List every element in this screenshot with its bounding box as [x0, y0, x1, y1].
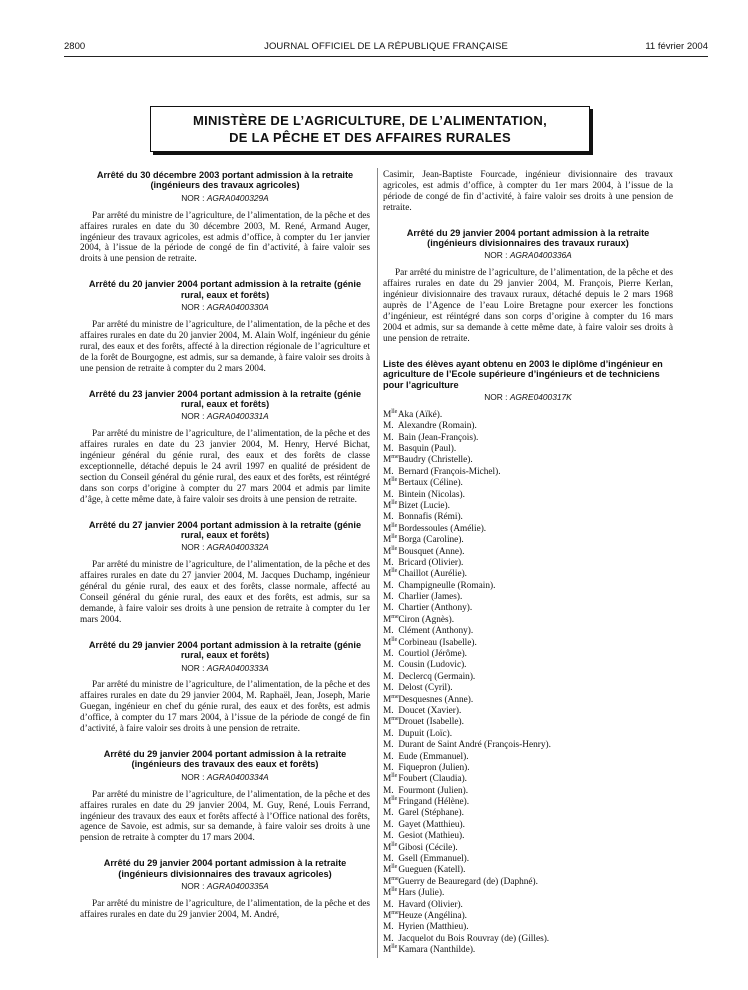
civility-suffix: me — [391, 716, 399, 723]
civility-abbr: M. — [383, 751, 394, 762]
student-name: Fiquepron (Julien). — [398, 762, 470, 773]
civility-abbr: M — [383, 865, 392, 876]
civility-abbr: M — [383, 455, 392, 466]
civility-abbr: M — [383, 797, 392, 808]
civility-abbr: M. — [383, 740, 394, 751]
left-column — [80, 170, 370, 935]
civility — [383, 592, 396, 603]
civility — [383, 740, 396, 751]
list-item — [383, 945, 673, 956]
student-list-title: Liste des élèves ayant obtenu en 2003 le diplôme d’ingénieur en agriculture de l’Ecole supérieure d’ingénieurs et de techniciens pour l’agriculture — [383, 358, 663, 390]
list-item — [383, 535, 673, 546]
student-name: Fourmont (Julien). — [398, 785, 469, 796]
article-title: Arrêté du 27 janvier 2004 portant admission à la retraite (génie rural, eaux et forêts) — [88, 519, 362, 540]
nor-reference — [80, 663, 370, 674]
list-item — [383, 877, 673, 888]
journal-title: JOURNAL OFFICIEL DE LA RÉPUBLIQUE FRANÇAISE — [264, 41, 508, 52]
student-name: Desquesnes (Anne). — [398, 694, 474, 705]
list-item — [383, 911, 673, 922]
student-list — [383, 410, 673, 957]
article-title: Arrêté du 29 janvier 2004 portant admission à la retraite (génie rural, eaux et forêts) — [88, 639, 362, 661]
list-item — [383, 649, 673, 660]
student-name: Bain (Jean-François). — [398, 432, 479, 443]
student-name: Gueguen (Katell). — [398, 865, 466, 876]
list-item — [383, 455, 673, 466]
student-name: Fringand (Hélène). — [398, 797, 470, 808]
page-number: 2800 — [64, 41, 86, 52]
civility — [383, 660, 396, 671]
nor-reference — [383, 250, 673, 261]
list-item — [383, 706, 673, 717]
list-item — [383, 843, 673, 854]
student-name: Chaillot (Aurélie). — [398, 569, 468, 580]
civility-abbr: M. — [383, 705, 394, 716]
nor-label: NOR : — [181, 542, 205, 553]
civility-suffix: me — [391, 454, 399, 461]
civility — [383, 547, 396, 558]
student-name: Bordessoules (Amélie). — [398, 523, 487, 534]
civility-suffix: lle — [391, 864, 398, 871]
nor-label: NOR : — [181, 302, 205, 313]
civility-abbr: M. — [383, 466, 394, 477]
list-item — [383, 603, 673, 614]
list-item — [383, 501, 673, 512]
list-item — [383, 512, 673, 523]
nor-reference — [80, 881, 370, 892]
list-item — [383, 786, 673, 797]
student-name: Bintein (Nicolas). — [398, 489, 465, 500]
list-item — [383, 569, 673, 580]
list-item — [383, 490, 673, 501]
civility-suffix: lle — [391, 408, 398, 415]
civility-suffix: lle — [391, 944, 398, 951]
student-name: Doucet (Xavier). — [398, 705, 462, 716]
list-item — [383, 900, 673, 911]
civility-abbr: M — [383, 409, 392, 420]
article-7-continuation — [383, 170, 673, 214]
list-item — [383, 444, 673, 455]
civility-abbr: M. — [383, 785, 394, 796]
civility-abbr: M. — [383, 831, 394, 842]
student-name: Hars (Julie). — [398, 888, 445, 899]
article-text: Par arrêté du ministre de l’agriculture, de l’alimentation, de la pêche et des affaires rurales en date du 30 décembre 2003, M. René, Armand Auger, ingénieur des travaux agricoles, est admis d’office, à compter du 1er janvier 2004, à l’issue de la période de congé de fin d’activité, à faire valoir ses droits à une pension de retraite. — [80, 210, 370, 265]
list-item — [383, 592, 673, 603]
student-name: Gesiot (Mathieu). — [398, 831, 465, 842]
ministry-heading-box — [150, 106, 590, 152]
student-name: Gsell (Emmanuel). — [398, 854, 470, 865]
student-name: Heuze (Angélina). — [398, 911, 467, 921]
header-rule — [64, 56, 708, 57]
nor-label: NOR : — [181, 411, 205, 422]
civility-abbr: M. — [383, 512, 394, 523]
civility-abbr: M. — [383, 557, 394, 568]
civility — [383, 843, 396, 854]
student-name: Corbineau (Isabelle). — [398, 637, 477, 648]
civility-abbr: M. — [383, 443, 394, 454]
civility-abbr: M. — [383, 421, 394, 432]
list-item — [383, 752, 673, 763]
student-name: Ciron (Agnès). — [398, 614, 455, 625]
civility-suffix: lle — [391, 636, 398, 643]
civility-abbr: M — [383, 637, 392, 648]
student-name: Foubert (Claudia). — [398, 774, 468, 785]
nor-label: NOR : — [181, 662, 205, 673]
nor-code: AGRA0400336A — [509, 250, 572, 261]
civility — [383, 797, 396, 808]
civility-suffix: lle — [391, 477, 398, 484]
civility — [383, 922, 396, 933]
civility — [383, 945, 396, 956]
article-text-continuation: Casimir, Jean-Baptiste Fourcade, ingénieur divisionnaire des travaux agricoles, est admis d’office, à compter du 1er mars 2004, à l’issue de la période de congé de fin d’activité, à faire valoir ses droits à une pension de retraite. — [383, 170, 673, 213]
civility-abbr: M — [383, 876, 392, 887]
list-item — [383, 774, 673, 785]
civility-abbr: M — [383, 842, 392, 853]
civility-abbr: M — [383, 546, 392, 557]
civility-suffix: lle — [391, 887, 398, 894]
civility — [383, 649, 396, 660]
student-name: Drouet (Isabelle). — [398, 717, 464, 728]
nor-label: NOR : — [484, 250, 508, 261]
article-8 — [383, 228, 673, 345]
list-item — [383, 695, 673, 706]
student-name: Courtiol (Jérôme). — [398, 649, 468, 660]
article-2 — [80, 279, 370, 374]
article-title: Arrêté du 29 janvier 2004 portant admission à la retraite (ingénieurs divisionnaires des travaux ruraux) — [406, 227, 650, 249]
student-name: Borga (Caroline). — [398, 535, 464, 546]
civility-abbr: M. — [383, 762, 394, 773]
article-text: Par arrêté du ministre de l’agriculture, de l’alimentation, de la pêche et des affaires rurales en date du 29 janvier 2004, M. François, Pierre Kerlan, ingénieur divisionnaire des travaux ruraux, détaché depuis le 2 mars 1968 auprès de l’Agence de l’eau Loire Bretagne pour exercer les fonctions d’ingénieur, est réintégré dans son corps d’origine à compter du 16 mars 2004 et admis, sur sa demande à cette même date, à faire valoir ses droits à une pension de retraite. — [383, 268, 673, 344]
nor-reference — [80, 542, 370, 553]
nor-label: NOR : — [484, 391, 508, 402]
list-item — [383, 547, 673, 558]
civility — [383, 774, 396, 785]
list-item — [383, 638, 673, 649]
student-name: Jacquelot du Bois Rouvray (de) (Gilles). — [398, 933, 550, 944]
student-name: Havard (Olivier). — [398, 899, 463, 910]
issue-date: 11 février 2004 — [645, 41, 708, 52]
civility-abbr: M — [383, 774, 392, 785]
list-item — [383, 865, 673, 876]
list-item — [383, 410, 673, 421]
civility-suffix: lle — [391, 841, 398, 848]
civility — [383, 820, 396, 831]
article-title: Arrêté du 29 janvier 2004 portant admission à la retraite (ingénieurs divisionnaires des travaux agricoles) — [103, 858, 347, 879]
article-7 — [80, 858, 370, 921]
article-3 — [80, 389, 370, 506]
article-text: Par arrêté du ministre de l’agriculture, de l’alimentation, de la pêche et des affaires rurales en date du 29 janvier 2004, M. Guy, René, Louis Ferrand, ingénieur des travaux des eaux et forêts affecté à l’Office national des forêts, agence de Savoie, est admis, sur sa demande, à faire valoir ses droits à une pension de retraite à compter du 17 mars 2004. — [80, 789, 370, 844]
ministry-heading-line-1: MINISTÈRE DE L’AGRICULTURE, DE L’ALIMENTATION, — [193, 113, 547, 128]
article-text: Par arrêté du ministre de l’agriculture, de l’alimentation, de la pêche et des affaires rurales en date du 20 janvier 2004, M. Alain Wolf, ingénieur du génie rural, des eaux et des forêts, affecté à la direction régionale de l’agriculture et de la forêt de Bourgogne, est admis, sur sa demande, à faire valoir ses droits à une pension de retraite à compter du 2 mars 2004. — [80, 319, 370, 374]
list-item — [383, 922, 673, 933]
student-name: Declercq (Germain). — [398, 671, 476, 682]
student-name: Bricard (Olivier). — [398, 557, 464, 568]
student-name: Baudry (Christelle). — [398, 455, 473, 466]
nor-label: NOR : — [181, 771, 205, 782]
civility-abbr: M. — [383, 933, 394, 944]
list-item — [383, 740, 673, 751]
civility — [383, 410, 396, 421]
civility-abbr: M — [383, 478, 392, 489]
civility-abbr: M — [383, 945, 392, 956]
civility-suffix: me — [391, 875, 399, 882]
civility-abbr: M. — [383, 854, 394, 865]
list-item — [383, 888, 673, 899]
list-item — [383, 934, 673, 945]
list-item — [383, 581, 673, 592]
article-text: Par arrêté du ministre de l’agriculture, de l’alimentation, de la pêche et des affaires rurales en date du 29 janvier 2004, M. Raphaël, Jean, Joseph, Marie Guegan, ingénieur en chef du génie rural, des eaux et des forêts, est admis d’office, à compter du 17 mars 2004, à l’issue de la période de congé de fin d’activité, à faire valoir ses droits à une pension de retraite. — [80, 680, 370, 735]
civility-suffix: me — [391, 613, 399, 620]
civility-abbr: M — [383, 523, 392, 534]
list-item — [383, 660, 673, 671]
list-item — [383, 808, 673, 819]
civility-abbr: M. — [383, 592, 394, 603]
civility-abbr: M. — [383, 808, 394, 819]
running-header — [64, 41, 708, 55]
civility-abbr: M. — [383, 660, 394, 671]
civility-suffix: lle — [391, 499, 398, 506]
student-name: Hyrien (Matthieu). — [398, 922, 469, 933]
article-text: Par arrêté du ministre de l’agriculture, de l’alimentation, de la pêche et des affaires rurales en date du 27 janvier 2004, M. Jacques Duchamp, ingénieur général du génie rural, des eaux et des forêts, classe normale, affecté au Conseil général du génie rural, des eaux et des forêts, est admis, sur sa demande, à faire valoir ses droits à une pension de retraite à compter du 1er mars 2004. — [80, 560, 370, 625]
list-item — [383, 729, 673, 740]
student-name: Basquin (Paul). — [398, 443, 457, 454]
student-name: Clément (Anthony). — [398, 626, 474, 637]
civility — [383, 421, 396, 432]
nor-code: AGRA0400332A — [206, 542, 269, 553]
list-item — [383, 467, 673, 478]
student-name: Bousquet (Anne). — [398, 546, 465, 557]
civility-suffix: lle — [391, 568, 398, 575]
student-name: Alexandre (Romain). — [397, 421, 477, 432]
civility-suffix: lle — [391, 773, 398, 780]
student-name: Bertaux (Céline). — [398, 478, 463, 489]
civility-abbr: M — [383, 717, 392, 728]
list-item — [383, 672, 673, 683]
civility-abbr: M — [383, 535, 392, 546]
list-item — [383, 433, 673, 444]
article-text: Par arrêté du ministre de l’agriculture, de l’alimentation, de la pêche et des affaires rurales en date du 23 janvier 2004, M. Henry, Hervé Bichat, ingénieur général du génie rural, des eaux et des forêts de classe exceptionnelle, détaché depuis le 24 avril 1997 en qualité de président de section du Conseil général du génie rural, des eaux et des forêts, est réintégré dans son corps d’origine à compter du 27 mars 2004 et admis par limite d’âge, à cette même date, à faire valoir ses droits à une pension de retraite. — [80, 429, 370, 505]
civility-abbr: M. — [383, 899, 394, 910]
student-name: Dupuit (Loïc). — [398, 728, 453, 739]
student-name: Eude (Emmanuel). — [398, 751, 469, 762]
civility — [383, 909, 399, 922]
list-item — [383, 797, 673, 808]
civility — [383, 613, 399, 626]
student-name: Kamara (Nanthilde). — [398, 945, 476, 956]
student-name: Champigneulle (Romain). — [398, 580, 496, 591]
article-title: Arrêté du 23 janvier 2004 portant admission à la retraite (génie rural, eaux et forêts) — [88, 388, 362, 409]
civility-abbr: M. — [383, 626, 394, 637]
list-item — [383, 524, 673, 535]
article-4 — [80, 520, 370, 626]
civility — [383, 752, 396, 763]
civility-abbr: M. — [383, 603, 394, 614]
student-name: Bonnafis (Rémi). — [398, 512, 463, 523]
article-6 — [80, 749, 370, 844]
list-item — [383, 831, 673, 842]
nor-code: AGRE0400317K — [509, 391, 572, 402]
civility-abbr: M. — [383, 489, 394, 500]
list-item — [383, 626, 673, 637]
nor-code: AGRA0400329A — [206, 192, 269, 203]
list-item — [383, 854, 673, 865]
nor-reference — [80, 302, 370, 313]
student-name: Cousin (Ludovic). — [398, 660, 467, 671]
student-name: Garel (Stéphane). — [398, 808, 464, 819]
article-1 — [80, 170, 370, 265]
civility — [383, 433, 396, 444]
civility-abbr: M. — [383, 922, 394, 933]
civility-abbr: M. — [383, 683, 394, 694]
ministry-heading-line-2: DE LA PÊCHE ET DES AFFAIRES RURALES — [229, 130, 511, 145]
civility-abbr: M — [383, 569, 392, 580]
civility-abbr: M — [383, 911, 392, 921]
civility — [383, 693, 399, 706]
nor-code: AGRA0400330A — [206, 302, 269, 313]
civility-suffix: me — [391, 909, 399, 916]
student-name: Durant de Saint André (François-Henry). — [398, 740, 551, 751]
nor-label: NOR : — [181, 881, 205, 892]
civility-abbr: M — [383, 888, 392, 899]
student-name: Aka (Aïké). — [397, 409, 443, 420]
list-item — [383, 615, 673, 626]
article-title: Arrêté du 20 janvier 2004 portant admission à la retraite (génie rural, eaux et forêts) — [88, 279, 362, 300]
student-name: Charlier (James). — [398, 592, 463, 603]
student-list-section — [383, 359, 673, 957]
civility — [383, 716, 399, 728]
civility-suffix: lle — [391, 522, 398, 529]
nor-reference — [80, 411, 370, 422]
civility — [383, 888, 396, 899]
nor-code: AGRA0400331A — [206, 411, 269, 422]
article-5 — [80, 640, 370, 735]
list-item — [383, 478, 673, 489]
list-item — [383, 763, 673, 774]
student-name: Gayet (Matthieu). — [398, 819, 465, 830]
civility — [383, 454, 399, 466]
civility-suffix: lle — [391, 796, 398, 802]
civility-suffix: lle — [391, 534, 398, 541]
column-separator — [377, 168, 378, 958]
civility-abbr: M. — [383, 580, 394, 591]
nor-reference — [80, 772, 370, 783]
nor-code: AGRA0400333A — [206, 662, 269, 673]
student-name: Bizet (Lucie). — [398, 500, 450, 511]
list-item — [383, 717, 673, 728]
list-item — [383, 558, 673, 569]
article-title: Arrêté du 30 décembre 2003 portant admission à la retraite (ingénieurs des travaux agricoles) — [96, 170, 354, 191]
civility-abbr: M — [383, 614, 392, 625]
civility-abbr: M. — [383, 649, 394, 660]
civility — [383, 672, 396, 683]
list-item — [383, 421, 673, 432]
student-name: Delost (Cyril). — [398, 683, 453, 694]
civility-abbr: M. — [383, 728, 394, 739]
nor-reference — [80, 193, 370, 204]
nor-code: AGRA0400334A — [206, 771, 269, 782]
list-item — [383, 683, 673, 694]
civility — [383, 581, 396, 592]
civility-abbr: M. — [383, 432, 394, 443]
civility-abbr: M. — [383, 671, 394, 682]
civility — [383, 501, 396, 512]
civility-abbr: M. — [383, 819, 394, 830]
student-name: Bernard (François-Michel). — [398, 466, 501, 477]
list-item — [383, 820, 673, 831]
civility — [383, 569, 396, 580]
student-name: Gibosi (Cécile). — [398, 842, 458, 853]
civility-abbr: M — [383, 694, 392, 705]
student-name: Chartier (Anthony). — [398, 603, 473, 614]
article-title: Arrêté du 29 janvier 2004 portant admission à la retraite (ingénieurs des travaux des eaux et forêts) — [103, 748, 347, 770]
nor-label: NOR : — [181, 192, 205, 203]
civility — [383, 478, 396, 489]
nor-reference — [383, 392, 673, 403]
student-name: Guerry de Beauregard (de) (Daphné). — [398, 876, 538, 887]
civility-suffix: me — [391, 693, 399, 700]
civility — [383, 729, 396, 740]
civility — [383, 638, 396, 649]
nor-code: AGRA0400335A — [206, 881, 269, 892]
civility-abbr: M — [383, 500, 392, 511]
article-text: Par arrêté du ministre de l’agriculture, de l’alimentation, de la pêche et des affaires rurales en date du 29 janvier 2004, M. André, — [80, 898, 370, 920]
right-column — [383, 170, 673, 971]
civility — [383, 808, 396, 819]
civility-suffix: lle — [391, 545, 398, 552]
